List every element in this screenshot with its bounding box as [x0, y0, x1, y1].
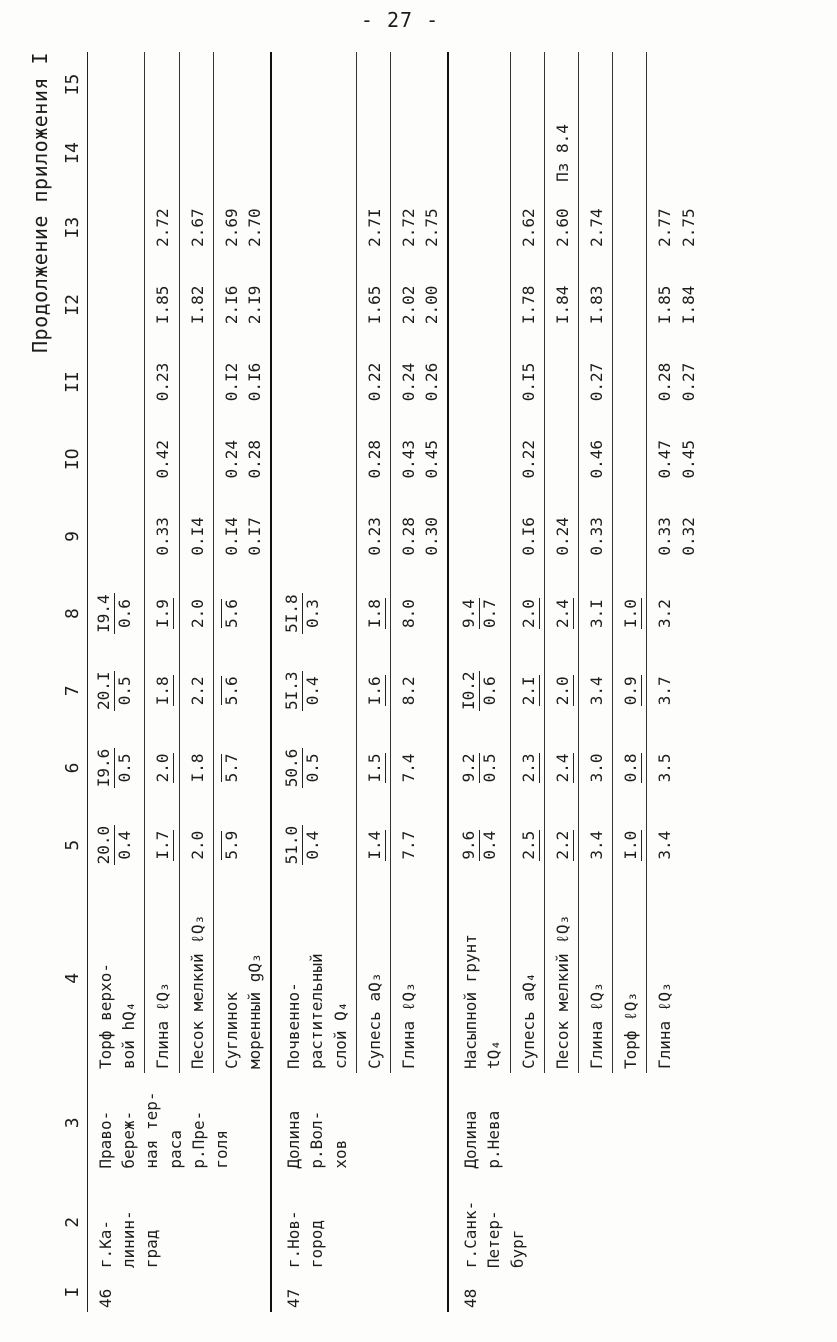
- column-header: I2: [60, 266, 88, 343]
- value-cell-c6: [613, 729, 647, 806]
- value-cell-c11: [544, 343, 578, 420]
- soil-cell: Глина ℓQ₃: [579, 884, 613, 1073]
- fraction: [282, 825, 323, 866]
- value-cell-c5: 3.4: [579, 807, 613, 884]
- table-row: [448, 52, 510, 1312]
- fraction: [221, 831, 242, 860]
- value-cell-c13: 2.60: [544, 189, 578, 266]
- fraction-top: I.5: [364, 753, 384, 783]
- value-cell-c9: [448, 498, 510, 575]
- fraction: [365, 753, 386, 784]
- value-cell-c11: [88, 343, 145, 420]
- fraction: [621, 598, 642, 629]
- fraction-bottom: 5.9: [221, 830, 241, 860]
- value-cell-c9: 0.23: [356, 498, 390, 575]
- value-cell-c12: [271, 266, 356, 343]
- fraction: [94, 593, 135, 634]
- fraction: [621, 675, 642, 706]
- value-cell-c5: 7.7: [390, 807, 448, 884]
- value-cell-c12: I.78: [510, 266, 544, 343]
- value-cell-c11: [448, 343, 510, 420]
- soil-cell: Песок мелкий ℓQ₃: [179, 884, 213, 1073]
- header-row: [60, 52, 88, 1312]
- fraction-bottom: 0.4: [480, 830, 500, 860]
- fraction-top: I.8: [364, 599, 384, 629]
- value-cell-c8: [88, 575, 145, 652]
- fraction-top: I9.6: [94, 748, 113, 788]
- value-cell-c11: 0.23: [145, 343, 179, 420]
- fraction: [459, 753, 500, 784]
- fraction-top: 2.0: [153, 753, 173, 783]
- value-cell-c6: 7.4: [390, 729, 448, 806]
- fraction-bottom: 0.6: [480, 676, 500, 706]
- soil-cell: Супесь aQ₄: [510, 884, 544, 1073]
- fraction: [282, 748, 323, 789]
- fraction-top: 9.6: [459, 830, 479, 860]
- value-cell-c8: 3.I: [579, 575, 613, 652]
- value-cell-c11: [613, 343, 647, 420]
- fraction: [365, 830, 386, 861]
- value-cell-c14: Пз 8.4: [544, 117, 578, 189]
- fraction-bottom: 0.4: [115, 830, 134, 860]
- city-cell: г.Санк- Петер- бург: [448, 1173, 704, 1273]
- fraction: [365, 598, 386, 629]
- fraction-top: 0.9: [621, 676, 641, 706]
- value-cell-c11: 0.24 0.26: [390, 343, 448, 420]
- city-cell: г.Нов- город: [271, 1173, 448, 1273]
- value-cell-c8: [213, 575, 271, 652]
- value-cell-c12: 2.I6 2.I9: [213, 266, 271, 343]
- value-cell-c9: 0.33: [579, 498, 613, 575]
- value-cell-c13: [88, 189, 145, 266]
- data-table: [60, 52, 704, 1312]
- fraction: [459, 671, 500, 712]
- fraction: [94, 671, 135, 712]
- value-cell-c15: [613, 52, 647, 117]
- value-cell-c10: [271, 421, 356, 498]
- fraction: [553, 830, 574, 861]
- value-cell-c5: [356, 807, 390, 884]
- fraction-top: 0.8: [621, 753, 641, 783]
- fraction-bottom: 0.4: [303, 830, 323, 860]
- value-cell-c9: 0.I4: [179, 498, 213, 575]
- value-cell-c12: I.85: [145, 266, 179, 343]
- fraction-bottom: 0.5: [303, 753, 323, 783]
- value-cell-c11: 0.27: [579, 343, 613, 420]
- value-cell-c7: [613, 652, 647, 729]
- value-cell-c15: [213, 52, 271, 117]
- value-cell-c15: [271, 52, 356, 117]
- value-cell-c6: [271, 729, 356, 806]
- site-number: 46: [96, 1288, 115, 1308]
- fraction: [282, 671, 323, 712]
- site-number: 48: [448, 1272, 704, 1312]
- fraction: [153, 598, 174, 629]
- fraction: [459, 830, 500, 861]
- soil-cell: Насыпной грунт tQ₄: [448, 884, 510, 1073]
- value-cell-c6: 3.0: [579, 729, 613, 806]
- fraction-top: 2.4: [552, 599, 572, 629]
- value-cell-c9: 0.33 0.32: [647, 498, 704, 575]
- value-cell-c9: 0.24: [544, 498, 578, 575]
- fraction: [153, 830, 174, 861]
- value-cell-c7: 3.7: [647, 652, 704, 729]
- fraction: [553, 753, 574, 784]
- value-cell-c15: [544, 52, 578, 117]
- fraction-bottom: 0.7: [480, 599, 500, 629]
- value-cell-c11: 0.28 0.27: [647, 343, 704, 420]
- value-cell-c10: [544, 421, 578, 498]
- fraction-top: 2.4: [552, 753, 572, 783]
- value-cell-c7: [356, 652, 390, 729]
- value-cell-c8: [510, 575, 544, 652]
- value-cell-c13: [271, 189, 356, 266]
- value-cell-c5: [613, 807, 647, 884]
- fraction-bottom: 0.6: [115, 599, 134, 629]
- value-cell-c15: [356, 52, 390, 117]
- value-cell-c9: [613, 498, 647, 575]
- value-cell-c14: [145, 117, 179, 189]
- value-cell-c6: 3.5: [647, 729, 704, 806]
- value-cell-c8: [544, 575, 578, 652]
- fraction-top: 20.0: [94, 825, 113, 865]
- fraction-top: 51.0: [282, 825, 302, 865]
- fraction-bottom: 5.6: [221, 676, 241, 706]
- soil-cell: Почвенно- растительный слой Q₄: [271, 884, 356, 1073]
- column-header: I: [60, 1272, 88, 1312]
- value-cell-c8: [271, 575, 356, 652]
- soil-cell: Торф ℓQ₃: [613, 884, 647, 1073]
- fraction: [621, 753, 642, 784]
- value-cell-c14: [448, 117, 510, 189]
- value-cell-c6: [213, 729, 271, 806]
- column-header: 8: [60, 575, 88, 652]
- column-header: I4: [60, 117, 88, 189]
- value-cell-c5: [213, 807, 271, 884]
- value-cell-c13: 2.7I: [356, 189, 390, 266]
- value-cell-c14: [510, 117, 544, 189]
- value-cell-c8: [145, 575, 179, 652]
- fraction-bottom: 0.5: [115, 753, 134, 783]
- value-cell-c12: [88, 266, 145, 343]
- fraction-bottom: 0.5: [115, 676, 134, 706]
- value-cell-c8: [448, 575, 510, 652]
- value-cell-c9: [271, 498, 356, 575]
- value-cell-c14: [390, 117, 448, 189]
- fraction: [221, 754, 242, 783]
- value-cell-c11: [271, 343, 356, 420]
- fraction-top: I.0: [621, 830, 641, 860]
- value-cell-c9: 0.I6: [510, 498, 544, 575]
- value-cell-c6: I.8: [179, 729, 213, 806]
- city-cell: г.Ка- линин- град: [96, 1210, 162, 1269]
- value-cell-c15: [179, 52, 213, 117]
- fraction-top: I.4: [364, 830, 384, 860]
- value-cell-c10: 0.43 0.45: [390, 421, 448, 498]
- fraction: [94, 748, 135, 789]
- value-cell-c5: [271, 807, 356, 884]
- value-cell-c12: 2.02 2.00: [390, 266, 448, 343]
- column-header: 4: [60, 884, 88, 1073]
- value-cell-c15: [390, 52, 448, 117]
- soil-cell: Глина ℓQ₃: [145, 884, 179, 1073]
- fraction: [553, 598, 574, 629]
- value-cell-c7: 8.2: [390, 652, 448, 729]
- column-header: I3: [60, 189, 88, 266]
- fraction: [153, 753, 174, 784]
- column-header: 5: [60, 807, 88, 884]
- fraction-top: 2.3: [518, 753, 538, 783]
- value-cell-c7: [448, 652, 510, 729]
- value-cell-c11: [179, 343, 213, 420]
- fraction-top: 2.0: [552, 676, 572, 706]
- value-cell-c13: [613, 189, 647, 266]
- landform-cell: Право- береж- ная тер- раса р.Пре- голя: [96, 1091, 231, 1169]
- fraction-top: 2.2: [552, 830, 572, 860]
- fraction: [519, 598, 540, 629]
- fraction-top: 2.I: [518, 676, 538, 706]
- value-cell-c10: 0.42: [145, 421, 179, 498]
- fraction-top: I.9: [153, 599, 173, 629]
- value-cell-c11: 0.I5: [510, 343, 544, 420]
- fraction: [519, 675, 540, 706]
- fraction: [221, 599, 242, 628]
- fraction-top: 2.0: [518, 599, 538, 629]
- fraction: [153, 675, 174, 706]
- value-cell-c7: [271, 652, 356, 729]
- value-cell-c8: [356, 575, 390, 652]
- column-header: 6: [60, 729, 88, 806]
- column-header: II: [60, 343, 88, 420]
- fraction-bottom: 0.3: [303, 599, 323, 629]
- value-cell-c12: I.85 I.84: [647, 266, 704, 343]
- value-cell-c14: [271, 117, 356, 189]
- value-cell-c5: [544, 807, 578, 884]
- value-cell-c14: [647, 117, 704, 189]
- value-cell-c10: 0.28: [356, 421, 390, 498]
- fraction-top: 2.5: [518, 830, 538, 860]
- value-cell-c5: 2.0: [179, 807, 213, 884]
- value-cell-c8: 8.0: [390, 575, 448, 652]
- value-cell-c13: 2.72 2.75: [390, 189, 448, 266]
- soil-cell: Торф верхо- вой hQ₄: [96, 963, 139, 1069]
- value-cell-c11: 0.I2 0.I6: [213, 343, 271, 420]
- continuation-title: Продолжение приложения I: [28, 52, 52, 353]
- value-cell-c13: 2.67: [179, 189, 213, 266]
- soil-cell: Песок мелкий ℓQ₃: [544, 884, 578, 1073]
- fraction-top: 20.I: [94, 671, 113, 711]
- landform-cell: Долина р.Нева: [448, 1073, 704, 1173]
- table-row: [88, 52, 145, 1312]
- value-cell-c12: I.65: [356, 266, 390, 343]
- fraction-top: I.6: [364, 676, 384, 706]
- value-cell-c10: 0.22: [510, 421, 544, 498]
- value-cell-c13: 2.72: [145, 189, 179, 266]
- fraction-bottom: 5.7: [221, 753, 241, 783]
- value-cell-c10: 0.46: [579, 421, 613, 498]
- value-cell-c12: [613, 266, 647, 343]
- value-cell-c14: [579, 117, 613, 189]
- fraction-top: I.0: [621, 599, 641, 629]
- value-cell-c7: 2.2: [179, 652, 213, 729]
- fraction-top: 5I.8: [282, 594, 302, 633]
- column-header: I5: [60, 52, 88, 117]
- value-cell-c7: 3.4: [579, 652, 613, 729]
- value-cell-c7: [213, 652, 271, 729]
- value-cell-c11: 0.22: [356, 343, 390, 420]
- fraction: [519, 753, 540, 784]
- table-row: [271, 52, 356, 1312]
- column-header: 3: [60, 1073, 88, 1173]
- value-cell-c8: 2.0: [179, 575, 213, 652]
- value-cell-c8: [613, 575, 647, 652]
- fraction: [459, 598, 500, 629]
- value-cell-c6: [356, 729, 390, 806]
- value-cell-c13: 2.62: [510, 189, 544, 266]
- value-cell-c12: I.84: [544, 266, 578, 343]
- value-cell-c6: [88, 729, 145, 806]
- fraction: [553, 675, 574, 706]
- fraction-top: 9.4: [459, 599, 479, 629]
- value-cell-c5: 3.4: [647, 807, 704, 884]
- fraction-top: 9.2: [459, 753, 479, 783]
- value-cell-c10: [448, 421, 510, 498]
- rotated-table-page: [20, 42, 820, 1312]
- soil-cell: Супесь aQ₃: [356, 884, 390, 1073]
- value-cell-c13: 2.77 2.75: [647, 189, 704, 266]
- soil-cell: Суглинок моренный gQ₃: [213, 884, 271, 1073]
- fraction-top: I9.4: [94, 594, 113, 633]
- fraction: [282, 593, 323, 634]
- value-cell-c14: [88, 117, 145, 189]
- fraction: [365, 675, 386, 706]
- value-cell-c12: I.82: [179, 266, 213, 343]
- column-header: 7: [60, 652, 88, 729]
- page-number: - 27 -: [360, 8, 440, 32]
- table-body: [88, 52, 704, 1312]
- fraction-top: 50.6: [282, 748, 302, 788]
- value-cell-c8: 3.2: [647, 575, 704, 652]
- value-cell-c9: [88, 498, 145, 575]
- value-cell-c10: 0.24 0.28: [213, 421, 271, 498]
- soil-cell: Глина ℓQ₃: [390, 884, 448, 1073]
- value-cell-c7: [510, 652, 544, 729]
- value-cell-c7: [145, 652, 179, 729]
- value-cell-c14: [613, 117, 647, 189]
- value-cell-c15: [88, 52, 145, 117]
- fraction-bottom: 0.5: [480, 753, 500, 783]
- value-cell-c15: [510, 52, 544, 117]
- fraction: [519, 830, 540, 861]
- fraction-bottom: 0.4: [303, 676, 323, 706]
- value-cell-c15: [145, 52, 179, 117]
- value-cell-c7: [544, 652, 578, 729]
- value-cell-c5: [88, 807, 145, 884]
- value-cell-c15: [579, 52, 613, 117]
- fraction: [94, 825, 135, 866]
- value-cell-c12: [448, 266, 510, 343]
- fraction-top: I.8: [153, 676, 173, 706]
- value-cell-c10: [179, 421, 213, 498]
- value-cell-c6: [145, 729, 179, 806]
- value-cell-c15: [448, 52, 510, 117]
- value-cell-c9: 0.28 0.30: [390, 498, 448, 575]
- value-cell-c13: 2.74: [579, 189, 613, 266]
- fraction-top: I0.2: [459, 671, 479, 711]
- value-cell-c6: [448, 729, 510, 806]
- fraction-bottom: 5.6: [221, 599, 241, 629]
- value-cell-c13: 2.69 2.70: [213, 189, 271, 266]
- value-cell-c10: [613, 421, 647, 498]
- value-cell-c9: 0.I4 0.I7: [213, 498, 271, 575]
- value-cell-c5: [145, 807, 179, 884]
- value-cell-c7: [88, 652, 145, 729]
- value-cell-c6: [544, 729, 578, 806]
- fraction-top: I.7: [153, 830, 173, 860]
- value-cell-c9: 0.33: [145, 498, 179, 575]
- column-header: 9: [60, 498, 88, 575]
- fraction: [621, 830, 642, 861]
- landform-cell: Долина р.Вол- хов: [271, 1073, 448, 1173]
- column-header: IO: [60, 421, 88, 498]
- value-cell-c10: 0.47 0.45: [647, 421, 704, 498]
- soil-cell: Глина ℓQ₃: [647, 884, 704, 1073]
- value-cell-c15: [647, 52, 704, 117]
- value-cell-c14: [356, 117, 390, 189]
- site-number: 47: [271, 1272, 448, 1312]
- value-cell-c14: [213, 117, 271, 189]
- column-header: 2: [60, 1173, 88, 1273]
- value-cell-c13: [448, 189, 510, 266]
- value-cell-c6: [510, 729, 544, 806]
- value-cell-c10: [88, 421, 145, 498]
- fraction: [221, 676, 242, 705]
- value-cell-c12: I.83: [579, 266, 613, 343]
- value-cell-c5: [510, 807, 544, 884]
- value-cell-c14: [179, 117, 213, 189]
- value-cell-c5: [448, 807, 510, 884]
- fraction-top: 5I.3: [282, 671, 302, 711]
